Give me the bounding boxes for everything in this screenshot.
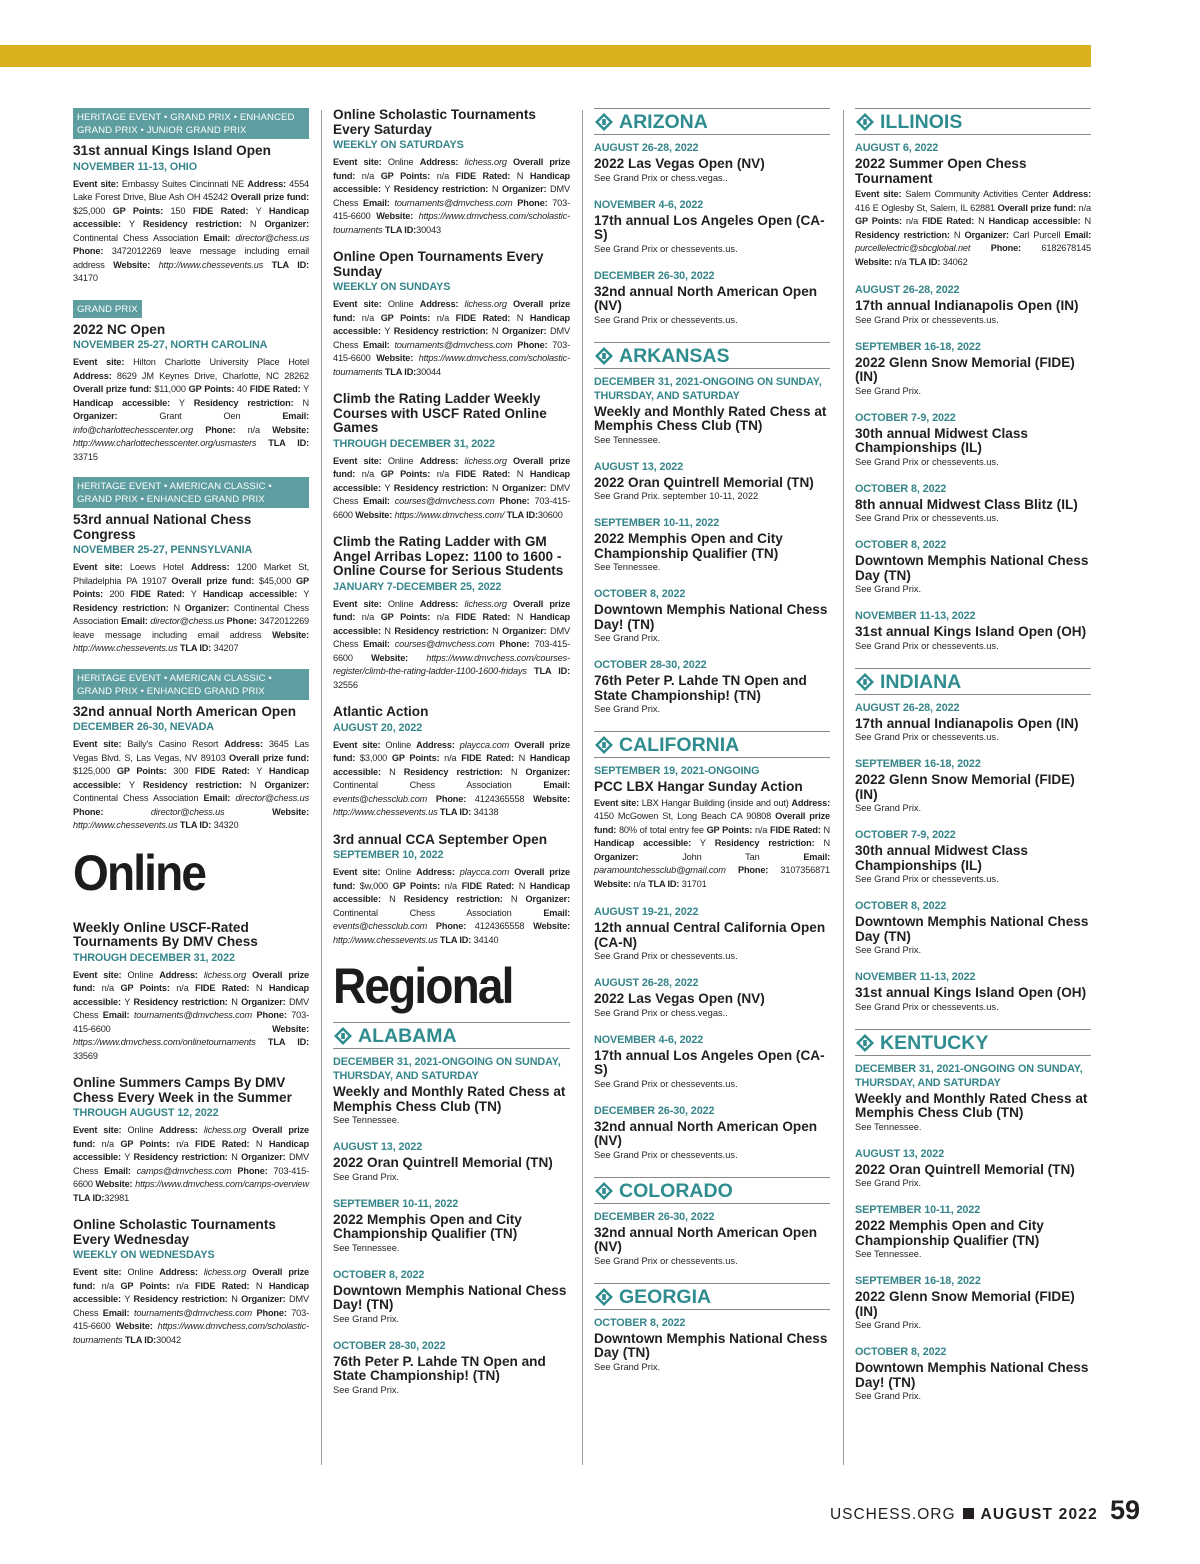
event-title: 76th Peter P. Lahde TN Open and State Championship! (TN)	[594, 673, 807, 703]
state-header	[594, 108, 830, 135]
event-reference: See Grand Prix.	[855, 1320, 922, 1330]
event-date: NOVEMBER 25-27, NORTH CAROLINA	[73, 339, 268, 351]
square-icon	[963, 1508, 974, 1519]
state-section-illinois	[855, 108, 1091, 652]
event-listing	[73, 108, 309, 286]
directional-sign-icon	[594, 112, 614, 132]
event-date: OCTOBER 8, 2022	[855, 900, 947, 912]
event-date: DECEMBER 31, 2021-ONGOING ON SUNDAY, THURSDAY, AND SATURDAY	[333, 1056, 561, 1082]
event-reference: See Grand Prix or chessevents.us.	[855, 874, 999, 884]
event-listing	[594, 460, 830, 503]
event-reference: See Grand Prix.	[333, 1384, 400, 1395]
event-reference: See Grand Prix.	[594, 1361, 661, 1372]
directional-sign-icon	[594, 735, 614, 755]
event-title: 2022 Memphis Open and City Championship Qualifier (TN)	[333, 1211, 522, 1241]
event-listing	[73, 669, 309, 833]
event-title: 31st annual Kings Island Open (OH)	[855, 624, 1087, 639]
event-title: Atlantic Action	[333, 704, 429, 719]
event-listing	[333, 1055, 570, 1126]
event-reference: See Grand Prix.	[855, 945, 922, 955]
event-title: Online Scholastic Tournaments Every Wednesday	[73, 1217, 276, 1247]
event-details: Event site: Bally's Casino Resort Address: 3645 Las Vegas Blvd. S, Las Vegas, NV 89103 Overall prize fund: $125,000 GP Points: 300 FIDE Rated: Y Handicap accessible: Y Residency restriction: N Organizer: Continental Chess Association Email: director@chess.us Phone: director@chess.us Website: http://www.chessevents.us TLA ID: 34320	[73, 739, 310, 830]
event-title: Climb the Rating Ladder Weekly Courses with USCF Rated Online Games	[333, 391, 547, 435]
event-reference: See Grand Prix or chessevents.us.	[594, 951, 738, 961]
page-number: 59	[1109, 1495, 1140, 1525]
event-listing	[333, 108, 570, 237]
footer-month: AUGUST 2022	[980, 1506, 1098, 1523]
event-title: 32nd annual North American Open	[73, 703, 297, 719]
event-title: 17th annual Los Angeles Open (CA-S)	[594, 1047, 825, 1077]
event-date: OCTOBER 8, 2022	[594, 588, 686, 600]
event-date: OCTOBER 7-9, 2022	[855, 411, 956, 424]
event-title: 32nd annual North American Open (NV)	[594, 1118, 818, 1148]
event-date: AUGUST 13, 2022	[855, 1147, 945, 1160]
event-title: 2022 Oran Quintrell Memorial (TN)	[594, 474, 814, 490]
event-date: NOVEMBER 4-6, 2022	[594, 198, 704, 211]
event-title: 32nd annual North American Open (NV)	[594, 1224, 818, 1254]
event-details: Event site: Online Address: lichess.org Overall prize fund: n/a GP Points: n/a FIDE Rated: N Handicap accessible: Y Residency restriction: N Organizer: DMV Chess Email: tournaments@dmvchess.com Phone: 703-415-6600 Website: https://www.dmvchess.com/scholastic-tournaments TLA ID:30042	[73, 1267, 310, 1345]
event-title: PCC LBX Hangar Sunday Action	[594, 779, 803, 794]
event-details: Event site: Online Address: lichess.org Overall prize fund: n/a GP Points: n/a FIDE Rated: N Handicap accessible: Y Residency restriction: N Organizer: DMV Chess Email: tournaments@dmvchess.com Phone: 703-415-6600 Website: https://www.dmvchess.com/onlinetournaments TLA ID: 33569	[73, 969, 310, 1061]
event-reference: See Grand Prix or chessevents.us.	[855, 640, 999, 651]
event-listing	[855, 899, 1091, 956]
column-2	[333, 108, 570, 1412]
event-title: Downtown Memphis National Chess Day (TN)	[855, 914, 1089, 944]
event-date: OCTOBER 28-30, 2022	[594, 659, 707, 671]
event-date: NOVEMBER 11-13, 2022	[855, 610, 976, 622]
event-reference: See Grand Prix or chessevents.us.	[594, 314, 738, 325]
event-listing	[855, 141, 1091, 269]
event-reference: See Grand Prix or chess.vegas..	[594, 172, 728, 183]
event-reference: See Grand Prix.	[333, 1171, 400, 1182]
state-section-kentucky	[855, 1029, 1091, 1403]
event-listing	[594, 269, 830, 326]
event-reference: See Grand Prix.	[594, 704, 661, 714]
event-title: Online Open Tournaments Every Sunday	[333, 249, 544, 279]
directional-sign-icon	[855, 112, 875, 132]
event-date: DECEMBER 26-30, NEVADA	[73, 721, 214, 733]
event-listing	[333, 1140, 570, 1183]
event-listing	[855, 757, 1091, 814]
event-date: AUGUST 26-28, 2022	[855, 701, 960, 714]
event-date: WEEKLY ON SATURDAYS	[333, 139, 464, 151]
event-listing	[855, 1062, 1091, 1133]
directional-sign-icon	[594, 346, 614, 366]
event-listing	[333, 535, 570, 692]
event-category-tag: GRAND PRIX	[73, 300, 142, 318]
event-listing	[594, 976, 830, 1019]
event-reference: See Grand Prix or chessevents.us.	[855, 732, 999, 742]
column-divider	[321, 110, 322, 1465]
event-date: AUGUST 13, 2022	[333, 1141, 423, 1153]
event-reference: See Grand Prix.	[855, 1391, 922, 1401]
event-details: Event site: LBX Hangar Building (inside and out) Address: 4150 McGowen St, Long Beach CA 90808 Overall prize fund: 80% of total entry fee GP Points: n/a FIDE Rated: N Handicap accessible: Y Residency restriction: N Organizer: John Tan Email: paramountchessclub@gmail.com Phone: 3107356871 Website: n/a TLA ID: 31701	[594, 797, 831, 889]
event-date: SEPTEMBER 10-11, 2022	[855, 1204, 981, 1216]
state-header	[855, 108, 1091, 135]
event-date: NOVEMBER 11-13, OHIO	[73, 160, 197, 173]
event-date: THROUGH AUGUST 12, 2022	[73, 1107, 219, 1119]
state-name: ARKANSAS	[619, 344, 730, 367]
event-reference: See Grand Prix.	[333, 1313, 400, 1324]
state-name: ARIZONA	[619, 111, 708, 133]
state-name: ILLINOIS	[880, 111, 963, 133]
event-details: Event site: Online Address: lichess.org Overall prize fund: n/a GP Points: n/a FIDE Rated: N Handicap accessible: Y Residency restriction: N Organizer: DMV Chess Email: tournaments@dmvchess.com Phone: 703-415-6600 Website: https://www.dmvchess.com/scholastic-tournaments TLA ID:30044	[333, 299, 571, 377]
event-listing	[594, 1104, 830, 1161]
event-date: DECEMBER 31, 2021-ONGOING ON SUNDAY, THURSDAY, AND SATURDAY	[594, 375, 822, 402]
state-header	[855, 668, 1091, 695]
state-name: GEORGIA	[619, 1285, 712, 1308]
event-title: Downtown Memphis National Chess Day! (TN)	[333, 1282, 567, 1312]
state-section-california	[594, 731, 830, 1161]
directional-sign-icon	[855, 672, 875, 692]
event-title: 76th Peter P. Lahde TN Open and State Championship! (TN)	[333, 1353, 546, 1383]
event-date: AUGUST 13, 2022	[594, 460, 684, 473]
event-reference: See Grand Prix or chessevents.us.	[594, 243, 738, 254]
event-title: Downtown Memphis National Chess Day (TN)	[855, 553, 1089, 583]
event-date: AUGUST 20, 2022	[333, 721, 423, 734]
event-reference: See Grand Prix or chessevents.us.	[594, 1255, 738, 1266]
event-date: SEPTEMBER 16-18, 2022	[855, 340, 981, 353]
event-title: 2022 Las Vegas Open (NV)	[594, 991, 765, 1006]
event-reference: See Grand Prix.	[855, 1178, 922, 1188]
event-listing	[333, 1339, 570, 1396]
column-3	[594, 108, 830, 1389]
event-title: Climb the Rating Ladder with GM Angel Arribas Lopez: 1100 to 1600 - Online Course for Serious Students	[333, 534, 564, 578]
event-date: OCTOBER 8, 2022	[855, 482, 947, 495]
event-date: AUGUST 26-28, 2022	[594, 977, 699, 989]
event-reference: See Grand Prix or chessevents.us.	[855, 456, 999, 467]
event-date: OCTOBER 8, 2022	[855, 539, 947, 551]
event-category-tag: HERITAGE EVENT • GRAND PRIX • ENHANCED GRAND PRIX • JUNIOR GRAND PRIX	[73, 108, 309, 139]
event-date: DECEMBER 26-30, 2022	[594, 269, 715, 282]
event-listing	[594, 1316, 830, 1373]
event-details: Event site: Online Address: lichess.org Overall prize fund: n/a GP Points: n/a FIDE Rated: N Handicap accessible: Y Residency restriction: N Organizer: DMV Chess Email: camps@dmvchess.com Phone: 703-415-6600 Website: https://www.dmvchess.com/camps-overview TLA ID:32981	[73, 1125, 310, 1203]
event-date: OCTOBER 8, 2022	[855, 1346, 947, 1358]
event-listing	[594, 658, 830, 715]
event-date: DECEMBER 31, 2021-ONGOING ON SUNDAY, THURSDAY, AND SATURDAY	[855, 1062, 1083, 1089]
event-listing	[855, 283, 1091, 326]
event-listing	[73, 1076, 309, 1205]
state-name: ALABAMA	[358, 1025, 457, 1047]
event-details: Event site: Online Address: playcca.com Overall prize fund: $3,000 GP Points: n/a FIDE Rated: N Handicap accessible: N Residency restriction: N Organizer: Continental Chess Association Email: events@chessclub.com Phone: 4124365558 Website: http://www.chessevents.us TLA ID: 34138	[333, 739, 571, 817]
event-date: THROUGH DECEMBER 31, 2022	[333, 437, 495, 450]
event-listing	[333, 1268, 570, 1325]
directional-sign-icon	[333, 1026, 353, 1046]
event-reference: See Grand Prix. september 10-11, 2022	[594, 491, 759, 501]
event-title: Downtown Memphis National Chess Day (TN)	[594, 1330, 828, 1360]
state-name: INDIANA	[880, 670, 962, 693]
event-listing	[855, 340, 1091, 397]
state-header	[594, 1177, 830, 1204]
accent-bar	[0, 45, 1091, 67]
page-footer	[830, 1495, 1140, 1526]
event-title: 30th annual Midwest Class Championships (IL)	[855, 425, 1028, 455]
directional-sign-icon	[855, 1033, 875, 1053]
event-title: Weekly and Monthly Rated Chess at Memphis Chess Club (TN)	[855, 1090, 1088, 1120]
event-date: THROUGH DECEMBER 31, 2022	[73, 951, 235, 964]
event-reference: See Grand Prix or chessevents.us.	[855, 314, 999, 325]
event-title: 3rd annual CCA September Open	[333, 831, 548, 847]
state-header	[594, 731, 830, 758]
state-section-indiana	[855, 668, 1091, 1013]
event-date: AUGUST 19-21, 2022	[594, 906, 699, 918]
event-date: NOVEMBER 4-6, 2022	[594, 1033, 704, 1046]
event-reference: See Grand Prix.	[855, 584, 922, 594]
event-listing	[333, 392, 570, 522]
event-details: Event site: Loews Hotel Address: 1200 Market St, Philadelphia PA 19107 Overall prize fund: $45,000 GP Points: 200 FIDE Rated: Y Handicap accessible: Y Residency restriction: N Organizer: Continental Chess Association Email: director@chess.us Phone: 3472012269 leave message including email address Website: http://www.chessevents.us TLA ID: 34207	[73, 562, 310, 653]
event-details: Event site: Online Address: lichess.org Overall prize fund: n/a GP Points: n/a FIDE Rated: N Handicap accessible: Y Residency restriction: N Organizer: DMV Chess Email: tournaments@dmvchess.com Phone: 703-415-6600 Website: https://www.dmvchess.com/scholastic-tournaments TLA ID:30043	[333, 157, 571, 235]
event-listing	[73, 299, 309, 465]
event-title: 2022 Oran Quintrell Memorial (TN)	[855, 1161, 1075, 1177]
event-listing	[594, 764, 830, 891]
event-title: 17th annual Los Angeles Open (CA-S)	[594, 212, 825, 242]
section-heading-regional: Regional	[333, 958, 513, 1014]
event-reference: See Tennessee.	[333, 1115, 400, 1125]
event-title: 12th annual Central California Open (CA-N)	[594, 920, 826, 950]
event-title: 17th annual Indianapolis Open (IN)	[855, 715, 1079, 731]
event-title: 8th annual Midwest Class Blitz (IL)	[855, 496, 1078, 512]
event-listing	[855, 828, 1091, 885]
event-listing	[333, 1197, 570, 1254]
directional-sign-icon	[594, 1287, 614, 1307]
event-date: DECEMBER 26-30, 2022	[594, 1210, 715, 1223]
event-date: OCTOBER 8, 2022	[594, 1316, 686, 1329]
directional-sign-icon	[594, 1181, 614, 1201]
event-title: 2022 Las Vegas Open (NV)	[594, 156, 765, 171]
event-title: 2022 Glenn Snow Memorial (FIDE) (IN)	[855, 1289, 1075, 1319]
event-listing	[855, 411, 1091, 468]
event-reference: See Tennessee.	[855, 1249, 922, 1259]
event-title: 2022 Glenn Snow Memorial (FIDE) (IN)	[855, 354, 1075, 384]
event-reference: See Tennessee.	[594, 562, 661, 572]
event-title: Online Summers Camps By DMV Chess Every Week in the Summer	[73, 1075, 292, 1105]
state-name: CALIFORNIA	[619, 734, 740, 756]
footer-site: USCHESS.ORG	[829, 1506, 956, 1523]
event-reference: See Tennessee.	[333, 1242, 400, 1253]
event-details: Event site: Salem Community Activities Center Address: 416 E Oglesby St, Salem, IL 62881 Overall prize fund: n/a GP Points: n/a FIDE Rated: N Handicap accessible: N Residency restriction: N Organizer: Carl Purcell Email: purcellelectric@sbcglobal.net Phone: 6182678145 Website: n/a TLA ID: 34062	[855, 189, 1092, 267]
event-date: AUGUST 26-28, 2022	[855, 284, 960, 296]
event-date: NOVEMBER 25-27, PENNSYLVANIA	[73, 544, 253, 556]
event-title: 17th annual Indianapolis Open (IN)	[855, 298, 1079, 313]
event-listing	[594, 198, 830, 255]
event-listing	[594, 141, 830, 184]
state-name: KENTUCKY	[880, 1031, 989, 1054]
event-details: Event site: Online Address: lichess.org Overall prize fund: n/a GP Points: n/a FIDE Rated: N Handicap accessible: Y Residency restriction: N Organizer: DMV Chess Email: courses@dmvchess.com Phone: 703-415-6600 Website: https://www.dmvchess.com/ TLA ID:30600	[333, 455, 571, 520]
column-1	[73, 108, 309, 1360]
event-reference: See Grand Prix.	[855, 385, 922, 396]
event-listing	[855, 970, 1091, 1013]
event-date: WEEKLY ON WEDNESDAYS	[73, 1249, 215, 1261]
event-date: DECEMBER 26-30, 2022	[594, 1104, 715, 1117]
event-date: SEPTEMBER 10-11, 2022	[594, 517, 720, 529]
state-header	[594, 1283, 830, 1310]
state-section-arkansas	[594, 342, 830, 716]
event-date: AUGUST 26-28, 2022	[594, 142, 699, 154]
state-section-arizona	[594, 108, 830, 326]
event-title: Online Scholastic Tournaments Every Saturday	[333, 107, 536, 137]
event-listing	[855, 1147, 1091, 1190]
event-reference: See Grand Prix or chessevents.us.	[594, 1078, 738, 1089]
state-section-colorado	[594, 1177, 830, 1267]
event-title: Downtown Memphis National Chess Day! (TN)	[855, 1360, 1089, 1390]
event-title: 53rd annual National Chess Congress	[73, 512, 252, 542]
event-listing	[594, 1033, 830, 1090]
event-title: 2022 Memphis Open and City Championship Qualifier (TN)	[594, 531, 783, 561]
event-date: JANUARY 7-DECEMBER 25, 2022	[333, 580, 502, 593]
state-section-georgia	[594, 1283, 830, 1373]
event-date: SEPTEMBER 16-18, 2022	[855, 758, 981, 770]
event-title: 32nd annual North American Open (NV)	[594, 283, 818, 313]
event-title: 31st annual Kings Island Open	[73, 143, 271, 158]
event-title: Weekly and Monthly Rated Chess at Memphis Chess Club (TN)	[333, 1084, 566, 1114]
event-reference: See Grand Prix or chessevents.us.	[855, 513, 999, 523]
event-details: Event site: Embassy Suites Cincinnati NE Address: 4554 Lake Forest Drive, Blue Ash OH 45242 Overall prize fund: $25,000 GP Points: 150 FIDE Rated: Y Handicap accessible: Y Residency restriction: N Organizer: Continental Chess Association Email: director@chess.us Phone: 3472012269 leave message including email address Website: http://www.chessevents.us TLA ID: 34170	[73, 178, 310, 283]
state-header	[855, 1029, 1091, 1056]
event-reference: See Grand Prix or chessevents.us.	[855, 1001, 999, 1012]
event-listing	[73, 921, 309, 1064]
event-reference: See Grand Prix.	[594, 633, 661, 643]
event-listing	[855, 1345, 1091, 1402]
event-listing	[594, 516, 830, 573]
event-title: 2022 Summer Open Chess Tournament	[855, 156, 1027, 186]
event-date: OCTOBER 7-9, 2022	[855, 829, 956, 841]
event-date: NOVEMBER 11-13, 2022	[855, 971, 976, 983]
event-details: Event site: Online Address: playcca.com Overall prize fund: $w,000 GP Points: n/a FIDE Rated: N Handicap accessible: N Residency restriction: N Organizer: Continental Chess Association Email: events@chessclub.com Phone: 4124365558 Website: http://www.chessevents.us TLA ID: 34140	[333, 867, 571, 945]
event-listing	[855, 1203, 1091, 1260]
event-details: Event site: Online Address: lichess.org Overall prize fund: n/a GP Points: n/a FIDE Rated: N Handicap accessible: N Residency restriction: N Organizer: DMV Chess Email: courses@dmvchess.com Phone: 703-415-6600 Website: https://www.dmvchess.com/courses-register/climb-the-rating-ladder-1100-1600-fridays TLA ID: 32556	[333, 598, 571, 690]
event-listing	[73, 477, 309, 656]
event-date: SEPTEMBER 10, 2022	[333, 849, 444, 861]
event-listing	[855, 538, 1091, 595]
event-listing	[333, 705, 570, 820]
event-listing	[594, 587, 830, 644]
column-divider	[582, 110, 583, 1465]
event-listing	[333, 250, 570, 379]
state-header	[594, 342, 830, 369]
event-title: Weekly and Monthly Rated Chess at Memphis Chess Club (TN)	[594, 403, 827, 433]
event-date: WEEKLY ON SUNDAYS	[333, 281, 451, 293]
event-title: 2022 Glenn Snow Memorial (FIDE) (IN)	[855, 772, 1075, 802]
event-title: 30th annual Midwest Class Championships (IL)	[855, 843, 1028, 873]
section-heading-online: Online	[73, 844, 206, 901]
event-reference: See Tennessee.	[594, 434, 661, 445]
event-listing	[855, 701, 1091, 744]
event-listing	[855, 609, 1091, 652]
column-4	[855, 108, 1091, 1418]
column-divider	[843, 110, 844, 1465]
event-title: 2022 NC Open	[73, 321, 166, 337]
event-date: OCTOBER 28-30, 2022	[333, 1339, 446, 1352]
event-date: OCTOBER 8, 2022	[333, 1268, 425, 1281]
event-title: Weekly Online USCF-Rated Tournaments By DMV Chess	[73, 919, 258, 949]
event-date: SEPTEMBER 19, 2021-ONGOING	[594, 765, 760, 777]
state-name: COLORADO	[619, 1179, 733, 1202]
event-title: 31st annual Kings Island Open (OH)	[855, 985, 1087, 1000]
state-header	[333, 1022, 570, 1049]
event-category-tag: HERITAGE EVENT • AMERICAN CLASSIC • GRAND PRIX • ENHANCED GRAND PRIX	[73, 477, 309, 508]
event-reference: See Grand Prix or chess.vegas..	[594, 1007, 728, 1018]
event-title: 2022 Memphis Open and City Championship Qualifier (TN)	[855, 1218, 1044, 1248]
event-listing	[855, 482, 1091, 525]
event-category-tag: HERITAGE EVENT • AMERICAN CLASSIC • GRAND PRIX • ENHANCED GRAND PRIX	[73, 669, 309, 700]
event-listing	[73, 1218, 309, 1347]
state-section-alabama	[333, 1022, 570, 1396]
event-listing	[594, 905, 830, 962]
event-date: AUGUST 6, 2022	[855, 142, 939, 154]
event-reference: See Grand Prix.	[855, 803, 922, 813]
event-reference: See Tennessee.	[855, 1121, 922, 1132]
event-title: 2022 Oran Quintrell Memorial (TN)	[333, 1155, 553, 1170]
event-listing	[333, 833, 570, 948]
event-title: Downtown Memphis National Chess Day! (TN)	[594, 602, 828, 632]
event-date: SEPTEMBER 10-11, 2022	[333, 1197, 459, 1210]
event-details: Event site: Hilton Charlotte University Place Hotel Address: 8629 JM Keynes Drive, Charlotte, NC 28262 Overall prize fund: $11,000 GP Points: 40 FIDE Rated: Y Handicap accessible: Y Residency restriction: N Organizer: Grant Oen Email: info@charlottechesscenter.org Phone: n/a Website: http://www.charlottechesscenter.org/usmasters TLA ID: 33715	[73, 357, 310, 462]
event-listing	[594, 1210, 830, 1267]
event-listing	[594, 375, 830, 446]
event-listing	[855, 1274, 1091, 1331]
event-date: SEPTEMBER 16-18, 2022	[855, 1275, 981, 1287]
event-reference: See Grand Prix or chessevents.us.	[594, 1149, 738, 1160]
